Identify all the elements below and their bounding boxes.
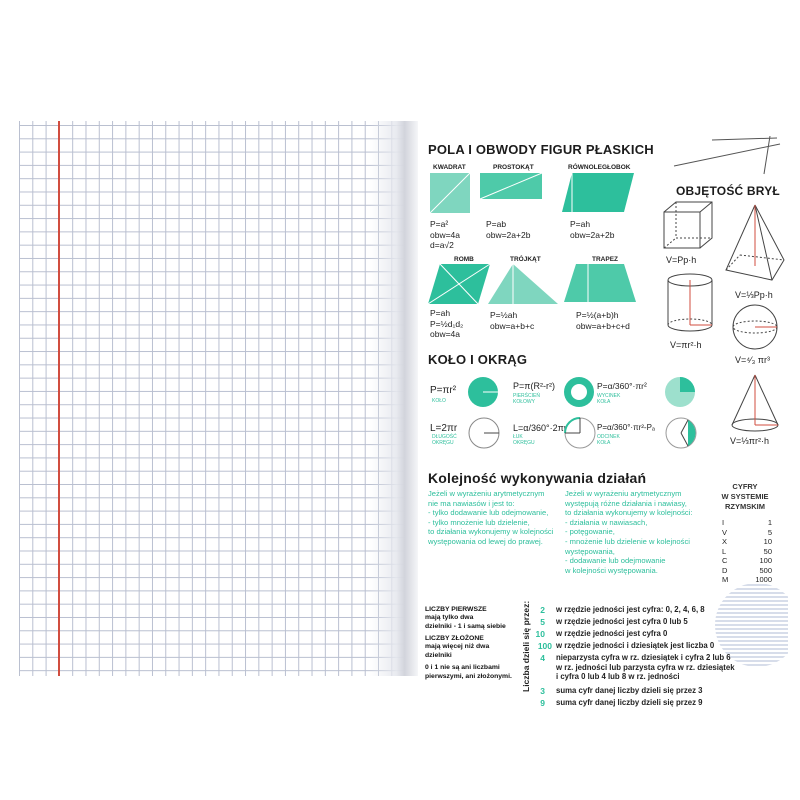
rule-text: suma cyfr danej liczby dzieli się przez 9 [556,698,703,707]
formula-rectangle: P=ab obw=2a+2b [486,219,531,240]
rule-number: 4 [540,653,545,663]
sector-figure [664,376,696,408]
roman-table [722,518,772,585]
roman-title: CYFRY W SYSTEMIE RZYMSKIM [721,482,769,511]
divisibility-vertical-label: Liczba dzieli się przez: [521,600,531,692]
rule-text: w rzędzie jedności jest cyfra: 0, 2, 4, 6, 8 [556,605,705,614]
circumference-figure [467,416,501,450]
grid-page [19,121,404,676]
circle-title: KOŁO I OKRĄG [428,352,528,367]
shape-label-rectangle: PROSTOKĄT [493,164,534,171]
rule-number: 9 [540,698,545,708]
shape-label-parallelogram: RÓWNOLEGŁOBOK [568,164,631,171]
label-segment: ODCINEK KOŁA [597,434,620,446]
formula-trapezoid: P=½(a+b)h obw=a+b+c+d [576,310,630,331]
roman-row: D 500 [722,565,772,575]
rule-number: 10 [535,629,545,639]
shape-label-trapezoid: TRAPEZ [592,256,618,263]
solids-figures [660,200,790,450]
segment-figure [664,416,698,450]
volume-pyramid: V=⅓Pp·h [735,290,773,300]
rule-text: nieparzysta cyfra w rz. dziesiątek i cyfra 2 lub 6 w rz. jedności lub parzysta cyfra w rz. dziesiątek i cyfra 0 lub 4 lub 8 w rz. jedności [556,653,735,681]
label-circle: KOŁO [432,398,446,404]
roman-row: V 5 [722,527,772,537]
shapes-row1-figures [428,172,638,217]
composite-text: mają więcej niż dwa dzielniki [425,643,490,659]
margin-line [58,121,60,676]
volume-sphere: V=⁴⁄₃ πr³ [735,355,770,365]
label-ring: PIERŚCIEŃ KOŁOWY [513,393,540,405]
roman-row: L 50 [722,546,772,556]
formula-ring: P=π(R²-r²) [513,381,555,391]
roman-row: M 1000 [722,575,772,584]
volume-cube: V=Pp·h [666,255,697,265]
shape-label-rhombus: ROMB [454,256,474,263]
composite-title: LICZBY ZŁOŻONE [425,635,484,642]
volume-cylinder: V=πr²·h [670,340,702,350]
circle-area-figure [467,376,499,408]
arc-figure [563,416,597,450]
shapes-title: POLA I OBWODY FIGUR PŁASKICH [428,142,654,157]
order-title: Kolejność wykonywania działań [428,470,647,486]
primes-note: 0 i 1 nie są ani liczbami pierwszymi, ani złożonymi. [425,664,512,680]
cylinder-figure [668,274,712,331]
formula-rhombus: P=ah P=½d₁d₂ obw=4a [430,308,464,339]
roman-row: I 1 [722,518,772,527]
formula-parallelogram: P=ah obw=2a+2b [570,219,615,240]
label-circumference: DŁUGOŚĆ OKRĘGU [432,434,457,446]
rule-text: suma cyfr danej liczby dzieli się przez 3 [556,686,703,695]
notebook-spine [370,121,418,676]
shape-label-triangle: TRÓJKĄT [510,256,541,263]
formula-segment: P=α/360°·πr²-Pₐ [597,423,655,432]
drafting-lines [672,136,782,176]
rule-number: 2 [540,605,545,615]
parallelogram-shape [562,173,634,212]
rule-text: w rzędzie jedności jest cyfra 0 lub 5 [556,617,688,626]
roman-row: C 100 [722,556,772,565]
prime-text: mają tylko dwa dzielniki - 1 i samą siebie [425,614,506,630]
volume-cone: V=⅓πr²·h [730,436,769,446]
rule-number: 5 [540,617,545,627]
cube-figure [664,202,712,248]
formula-circumference: L=2πr [430,423,458,434]
order-rule-right: Jeżeli w wyrażeniu arytmetycznym występują różne działania i nawiasy, to działania wykonujemy w kolejności: - działania w nawiasach, - potęgowanie, - mnożenie lub dzielenie w kolejności występowania, - dodawanie lub odejmowanie w kolejności występowania. [565,489,693,575]
sphere-figure [733,305,777,349]
label-arc: ŁUK OKRĘGU [513,434,535,446]
pyramid-figure [726,205,784,280]
rule-number: 3 [540,686,545,696]
shape-label-square: KWADRAT [433,164,466,171]
rule-text: w rzędzie jedności i dziesiątek jest liczba 0 [556,641,715,650]
rule-text: w rzędzie jedności jest cyfra 0 [556,629,668,638]
triangle-shape [488,264,558,304]
roman-row: X 10 [722,537,772,546]
cone-figure [732,375,778,431]
formula-sector: P=α/360°·πr² [597,381,647,391]
order-rule-left: Jeżeli w wyrażeniu arytmetycznym nie ma nawiasów i jest to: - tylko dodawanie lub odejmowanie, - tylko mnożenie lub dzielenie, to działania wykonujemy w kolejności występowania od lewej do prawej. [428,489,554,546]
formula-arc: L=α/360°·2πr [513,423,567,433]
formula-circle-area: P=πr² [430,385,457,396]
ring-figure [563,376,595,408]
trapezoid-shape [564,264,636,302]
label-sector: WYCINEK KOŁA [597,393,621,405]
prime-title: LICZBY PIERWSZE [425,606,487,613]
volume-title: OBJĘTOŚĆ BRYŁ [676,184,780,198]
formula-square: P=a² obw=4a d=a√2 [430,219,461,250]
rule-number: 100 [537,641,552,651]
shapes-row2-figures [428,262,638,306]
formula-triangle: P=½ah obw=a+b+c [490,310,535,331]
